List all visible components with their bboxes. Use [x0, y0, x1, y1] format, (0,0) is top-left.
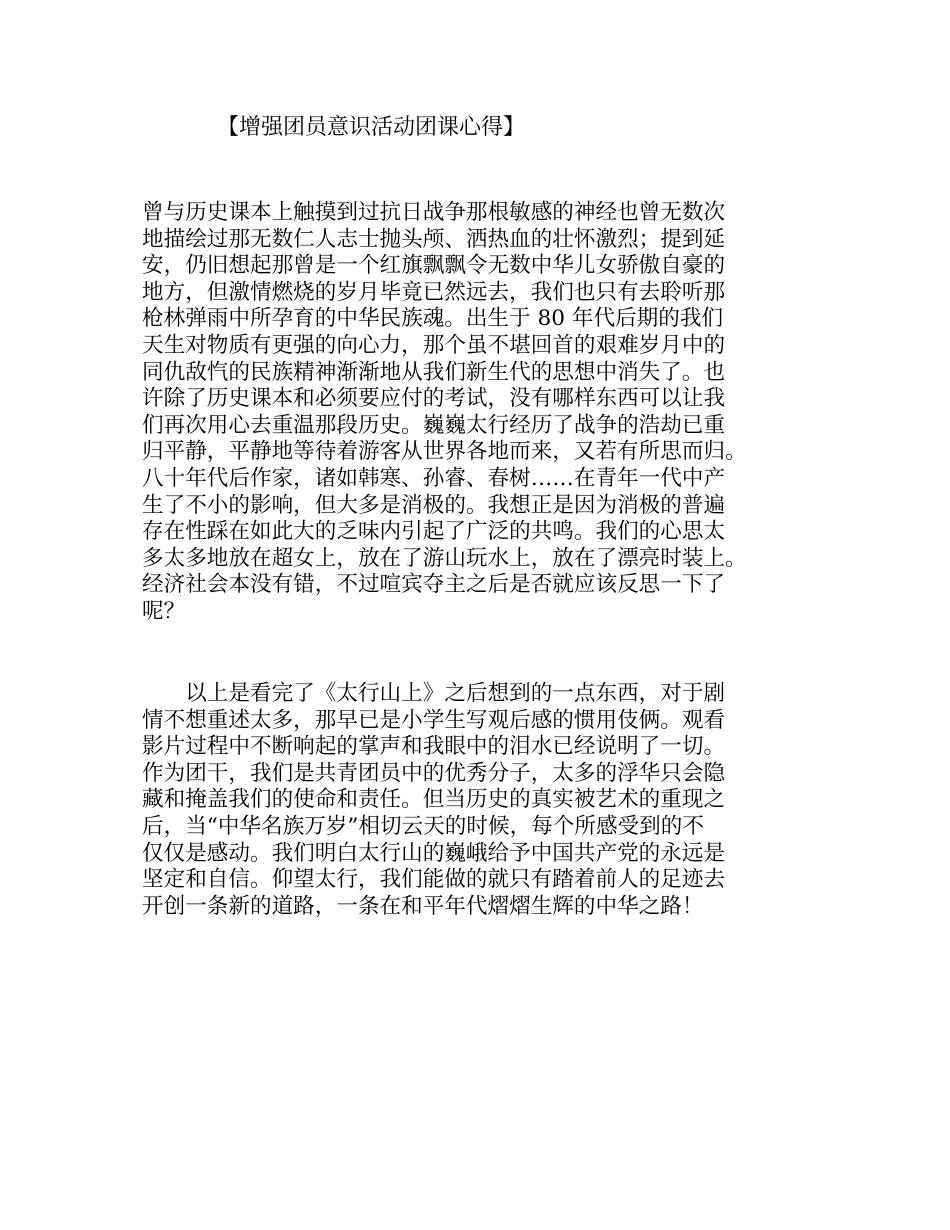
text-line: 地方，但激情燃烧的岁月毕竟已然远去，我们也只有去聆听那 [142, 279, 726, 305]
text-line: 以上是看完了《太行山上》之后想到的一点东西，对于剧 [142, 681, 726, 706]
text-line: 开创一条新的道路，一条在和平年代熠熠生辉的中华之路！ [142, 893, 704, 919]
text-line: 许除了历史课本和必须要应付的考试，没有哪样东西可以让我 [142, 386, 726, 412]
text-line: 曾与历史课本上触摸到过抗日战争那根敏感的神经也曾无数次 [142, 200, 726, 225]
text-line: 情不想重述太多，那早已是小学生写观后感的惯用伎俩。观看 [142, 707, 726, 733]
text-line: 呢？ [142, 598, 186, 624]
text-line: 后，当“中华名族万岁”相切云天的时候，每个所感受到的不 [142, 813, 704, 839]
text-line: 作为团干，我们是共青团员中的优秀分子，太多的浮华只会隐 [142, 760, 726, 786]
text-line: 藏和掩盖我们的使命和责任。但当历史的真实被艺术的重现之 [142, 787, 726, 813]
text-line: 安，仍旧想起那曾是一个红旗飘飘令无数中华儿女骄傲自豪的 [142, 253, 726, 279]
text-line: 生了不小的影响，但大多是消极的。我想正是因为消极的普遍 [142, 492, 726, 518]
text-line: 枪林弹雨中所孕育的中华民族魂。出生于 80 年代后期的我们 [142, 306, 724, 332]
text-line: 天生对物质有更强的向心力，那个虽不堪回首的艰难岁月中的 [142, 332, 726, 358]
text-line: 地描绘过那无数仁人志士抛头颅、洒热血的壮怀激烈；提到延 [142, 226, 726, 252]
document-title: 【增强团员意识活动团课心得】 [217, 115, 526, 140]
text-line: 存在性踩在如此大的乏味内引起了广泛的共鸣。我们的心思太 [142, 519, 726, 545]
text-line: 归平静，平静地等待着游客从世界各地而来，又若有所思而归。 [142, 439, 747, 465]
text-line: 们再次用心去重温那段历史。巍巍太行经历了战争的浩劫已重 [142, 412, 726, 438]
text-line: 仅仅是感动。我们明白太行山的巍峨给予中国共产党的永远是 [142, 840, 726, 866]
text-line: 八十年代后作家，诸如韩寒、孙睿、春树……在青年一代中产 [142, 465, 726, 491]
text-line: 多太多地放在超女上，放在了游山玩水上，放在了漂亮时装上。 [142, 545, 747, 571]
text-line: 坚定和自信。仰望太行，我们能做的就只有踏着前人的足迹去 [142, 867, 726, 893]
text-line: 经济社会本没有错，不过喧宾夺主之后是否就应该反思一下了 [142, 572, 726, 598]
text-line: 影片过程中不断响起的掌声和我眼中的泪水已经说明了一切。 [142, 734, 726, 760]
paragraph-2 [142, 681, 832, 920]
text-line: 同仇敌忾的民族精神渐渐地从我们新生代的思想中消失了。也 [142, 359, 726, 385]
paragraph-1 [142, 200, 832, 626]
